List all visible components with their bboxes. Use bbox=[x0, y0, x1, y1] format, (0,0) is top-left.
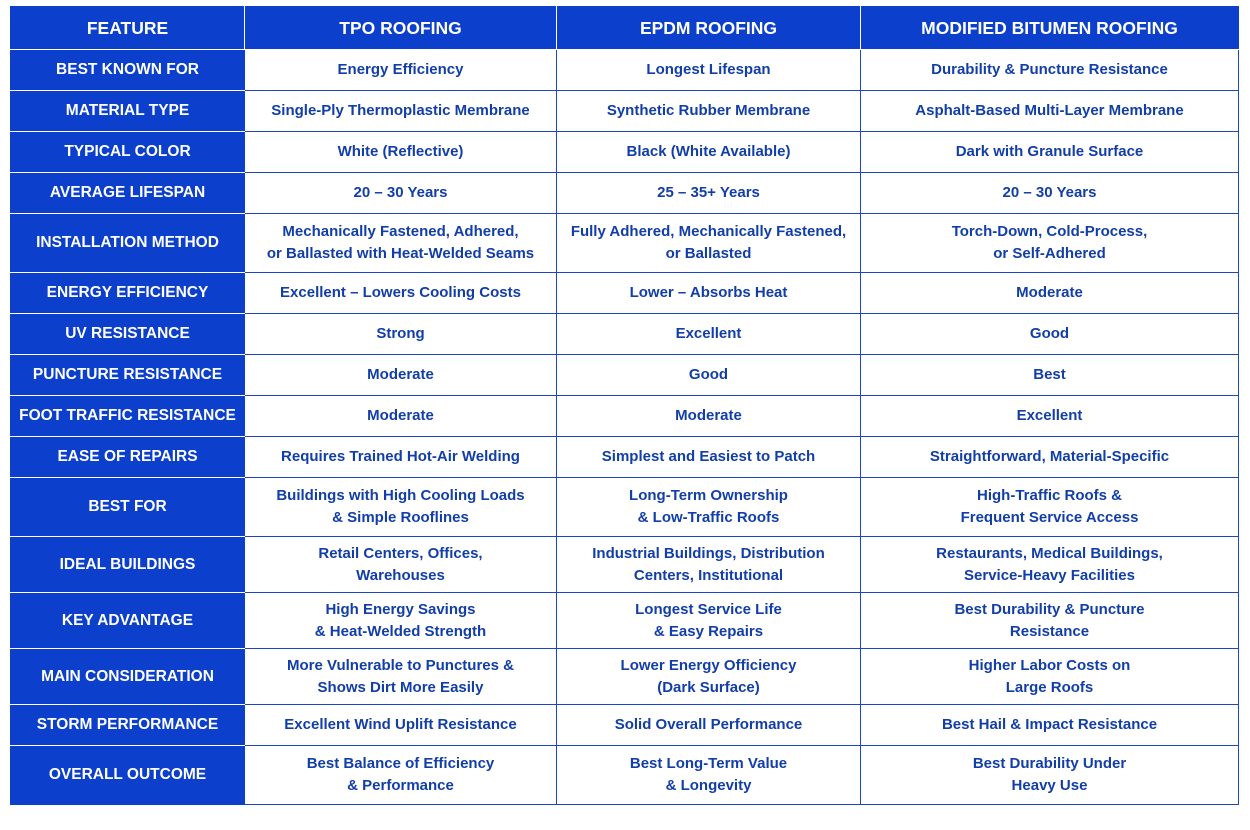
table-row bbox=[11, 478, 1239, 537]
epdm-cell bbox=[557, 649, 861, 705]
table-row bbox=[11, 50, 1239, 91]
cell-text-line: & Simple Rooflines bbox=[332, 509, 469, 526]
cell-text-line: & Heat-Welded Strength bbox=[314, 622, 487, 640]
cell-text-line: Retail Centers, Offices, bbox=[318, 544, 483, 562]
cell-text-line: Service-Heavy Facilities bbox=[964, 566, 1135, 584]
cell-text-line: Restaurants, Medical Buildings, bbox=[936, 544, 1163, 562]
feature-label: OVERALL OUTCOME bbox=[11, 746, 245, 805]
table-row bbox=[11, 396, 1239, 437]
comparison-table-container bbox=[10, 6, 1238, 805]
cell-text-line: Strong bbox=[376, 325, 425, 342]
tpo-cell bbox=[245, 214, 557, 273]
table-row bbox=[11, 314, 1239, 355]
feature-label: BEST KNOWN FOR bbox=[11, 50, 245, 91]
feature-label: PUNCTURE RESISTANCE bbox=[11, 355, 245, 396]
feature-label: UV RESISTANCE bbox=[11, 314, 245, 355]
tpo-cell bbox=[245, 50, 557, 91]
cell-text-line: Good bbox=[688, 366, 729, 383]
cell-text-line: Synthetic Rubber Membrane bbox=[606, 102, 811, 119]
cell-text-line: Large Roofs bbox=[1005, 678, 1094, 696]
cell-text-line: Heavy Use bbox=[1011, 777, 1088, 794]
epdm-cell bbox=[557, 396, 861, 437]
cell-text-line: Moderate bbox=[1016, 284, 1083, 301]
epdm-cell bbox=[557, 593, 861, 649]
cell-text-line: Resistance bbox=[1009, 622, 1090, 640]
table-row bbox=[11, 537, 1239, 593]
cell-text-line: 20 – 30 Years bbox=[1002, 184, 1097, 201]
cell-text-line: Best Hail & Impact Resistance bbox=[941, 716, 1158, 733]
feature-label: ENERGY EFFICIENCY bbox=[11, 273, 245, 314]
cell-text-line: or Ballasted bbox=[665, 245, 752, 262]
modified-bitumen-cell bbox=[861, 355, 1239, 396]
cell-text-line: Longest Service Life bbox=[635, 600, 782, 618]
cell-text-line: Lower Energy Officiency bbox=[620, 656, 797, 674]
tpo-cell bbox=[245, 593, 557, 649]
table-header bbox=[11, 7, 1239, 50]
cell-text-line: Industrial Buildings, Distribution bbox=[592, 544, 825, 562]
epdm-cell bbox=[557, 132, 861, 173]
tpo-cell bbox=[245, 396, 557, 437]
cell-text-line: Longest Lifespan bbox=[646, 61, 771, 78]
tpo-cell bbox=[245, 437, 557, 478]
cell-text-line: More Vulnerable to Punctures & bbox=[287, 656, 514, 674]
header-tpo: TPO ROOFING bbox=[245, 7, 557, 50]
table-row bbox=[11, 593, 1239, 649]
cell-text-line: Excellent – Lowers Cooling Costs bbox=[280, 284, 521, 301]
cell-text-line: High Energy Savings bbox=[325, 600, 476, 618]
cell-text-line: Dark with Granule Surface bbox=[955, 143, 1144, 160]
table-row bbox=[11, 355, 1239, 396]
cell-text-line: Best Long-Term Value bbox=[629, 755, 788, 772]
cell-text-line: Excellent bbox=[675, 325, 742, 342]
modified-bitumen-cell bbox=[861, 50, 1239, 91]
table-body bbox=[11, 50, 1239, 805]
cell-text-line: Best Durability Under bbox=[972, 755, 1127, 772]
tpo-cell bbox=[245, 478, 557, 537]
epdm-cell bbox=[557, 537, 861, 593]
header-epdm: EPDM ROOFING bbox=[557, 7, 861, 50]
cell-text-line: Mechanically Fastened, Adhered, bbox=[282, 223, 519, 240]
cell-text-line: (Dark Surface) bbox=[657, 678, 760, 696]
feature-label: TYPICAL COLOR bbox=[11, 132, 245, 173]
tpo-cell bbox=[245, 91, 557, 132]
cell-text-line: Straightforward, Material-Specific bbox=[929, 448, 1170, 465]
epdm-cell bbox=[557, 91, 861, 132]
epdm-cell bbox=[557, 705, 861, 746]
cell-text-line: Best bbox=[1033, 366, 1066, 383]
cell-text-line: Long-Term Ownership bbox=[629, 487, 788, 504]
cell-text-line: Single-Ply Thermoplastic Membrane bbox=[271, 102, 530, 119]
cell-text-line: & Performance bbox=[347, 777, 454, 794]
cell-text-line: Excellent bbox=[1016, 407, 1083, 424]
tpo-cell bbox=[245, 314, 557, 355]
tpo-cell bbox=[245, 649, 557, 705]
feature-label: EASE OF REPAIRS bbox=[11, 437, 245, 478]
modified-bitumen-cell bbox=[861, 437, 1239, 478]
tpo-cell bbox=[245, 273, 557, 314]
modified-bitumen-cell bbox=[861, 314, 1239, 355]
modified-bitumen-cell bbox=[861, 214, 1239, 273]
cell-text-line: & Longevity bbox=[665, 777, 752, 794]
feature-label: MATERIAL TYPE bbox=[11, 91, 245, 132]
cell-text-line: Requires Trained Hot-Air Welding bbox=[281, 448, 520, 465]
header-row bbox=[11, 7, 1239, 50]
modified-bitumen-cell bbox=[861, 396, 1239, 437]
cell-text-line: Warehouses bbox=[356, 566, 445, 584]
cell-text-line: Frequent Service Access bbox=[960, 509, 1139, 526]
modified-bitumen-cell bbox=[861, 705, 1239, 746]
feature-label: BEST FOR bbox=[11, 478, 245, 537]
feature-label: IDEAL BUILDINGS bbox=[11, 537, 245, 593]
cell-text-line: Lower – Absorbs Heat bbox=[629, 284, 788, 301]
cell-text-line: Simplest and Easiest to Patch bbox=[601, 448, 816, 465]
tpo-cell bbox=[245, 355, 557, 396]
cell-text-line: White (Reflective) bbox=[337, 143, 464, 160]
cell-text-line: Moderate bbox=[675, 407, 742, 424]
feature-label: MAIN CONSIDERATION bbox=[11, 649, 245, 705]
table-row bbox=[11, 746, 1239, 805]
epdm-cell bbox=[557, 355, 861, 396]
table-row bbox=[11, 437, 1239, 478]
epdm-cell bbox=[557, 437, 861, 478]
epdm-cell bbox=[557, 746, 861, 805]
cell-text-line: Asphalt-Based Multi-Layer Membrane bbox=[915, 102, 1184, 119]
epdm-cell bbox=[557, 173, 861, 214]
table-row bbox=[11, 705, 1239, 746]
modified-bitumen-cell bbox=[861, 746, 1239, 805]
feature-label: INSTALLATION METHOD bbox=[11, 214, 245, 273]
cell-text-line: or Self-Adhered bbox=[993, 245, 1106, 262]
cell-text-line: & Easy Repairs bbox=[653, 622, 764, 640]
table-row bbox=[11, 132, 1239, 173]
cell-text-line: & Low-Traffic Roofs bbox=[637, 509, 780, 526]
cell-text-line: Centers, Institutional bbox=[633, 566, 784, 584]
feature-label: FOOT TRAFFIC RESISTANCE bbox=[11, 396, 245, 437]
tpo-cell bbox=[245, 746, 557, 805]
tpo-cell bbox=[245, 537, 557, 593]
table-row bbox=[11, 214, 1239, 273]
modified-bitumen-cell bbox=[861, 273, 1239, 314]
table-row bbox=[11, 273, 1239, 314]
cell-text-line: Shows Dirt More Easily bbox=[317, 678, 484, 696]
cell-text-line: Torch-Down, Cold-Process, bbox=[951, 223, 1148, 240]
header-feature: FEATURE bbox=[11, 7, 245, 50]
modified-bitumen-cell bbox=[861, 478, 1239, 537]
modified-bitumen-cell bbox=[861, 649, 1239, 705]
modified-bitumen-cell bbox=[861, 537, 1239, 593]
table-row bbox=[11, 91, 1239, 132]
cell-text-line: 25 – 35+ Years bbox=[657, 184, 760, 201]
cell-text-line: Excellent Wind Uplift Resistance bbox=[284, 716, 517, 733]
feature-label: AVERAGE LIFESPAN bbox=[11, 173, 245, 214]
tpo-cell bbox=[245, 173, 557, 214]
feature-label: KEY ADVANTAGE bbox=[11, 593, 245, 649]
cell-text-line: Good bbox=[1029, 325, 1070, 342]
table-row bbox=[11, 173, 1239, 214]
cell-text-line: Moderate bbox=[367, 366, 434, 383]
header-modified-bitumen: MODIFIED BITUMEN ROOFING bbox=[861, 7, 1239, 50]
modified-bitumen-cell bbox=[861, 91, 1239, 132]
modified-bitumen-cell bbox=[861, 593, 1239, 649]
feature-label: STORM PERFORMANCE bbox=[11, 705, 245, 746]
epdm-cell bbox=[557, 478, 861, 537]
cell-text-line: Buildings with High Cooling Loads bbox=[276, 487, 525, 504]
modified-bitumen-cell bbox=[861, 173, 1239, 214]
epdm-cell bbox=[557, 50, 861, 91]
epdm-cell bbox=[557, 273, 861, 314]
roofing-comparison-table bbox=[10, 6, 1239, 805]
modified-bitumen-cell bbox=[861, 132, 1239, 173]
cell-text-line: or Ballasted with Heat-Welded Seams bbox=[266, 245, 535, 262]
cell-text-line: 20 – 30 Years bbox=[353, 184, 448, 201]
cell-text-line: Black (White Available) bbox=[626, 143, 791, 160]
cell-text-line: Best Balance of Efficiency bbox=[306, 755, 495, 772]
epdm-cell bbox=[557, 214, 861, 273]
tpo-cell bbox=[245, 705, 557, 746]
cell-text-line: Solid Overall Performance bbox=[614, 716, 803, 733]
cell-text-line: Durability & Puncture Resistance bbox=[931, 61, 1168, 78]
cell-text-line: Moderate bbox=[367, 407, 434, 424]
cell-text-line: High-Traffic Roofs & bbox=[977, 487, 1122, 504]
cell-text-line: Best Durability & Puncture bbox=[954, 600, 1145, 618]
epdm-cell bbox=[557, 314, 861, 355]
cell-text-line: Fully Adhered, Mechanically Fastened, bbox=[570, 223, 847, 240]
cell-text-line: Energy Efficiency bbox=[337, 61, 464, 78]
cell-text-line: Higher Labor Costs on bbox=[968, 656, 1131, 674]
tpo-cell bbox=[245, 132, 557, 173]
table-row bbox=[11, 649, 1239, 705]
